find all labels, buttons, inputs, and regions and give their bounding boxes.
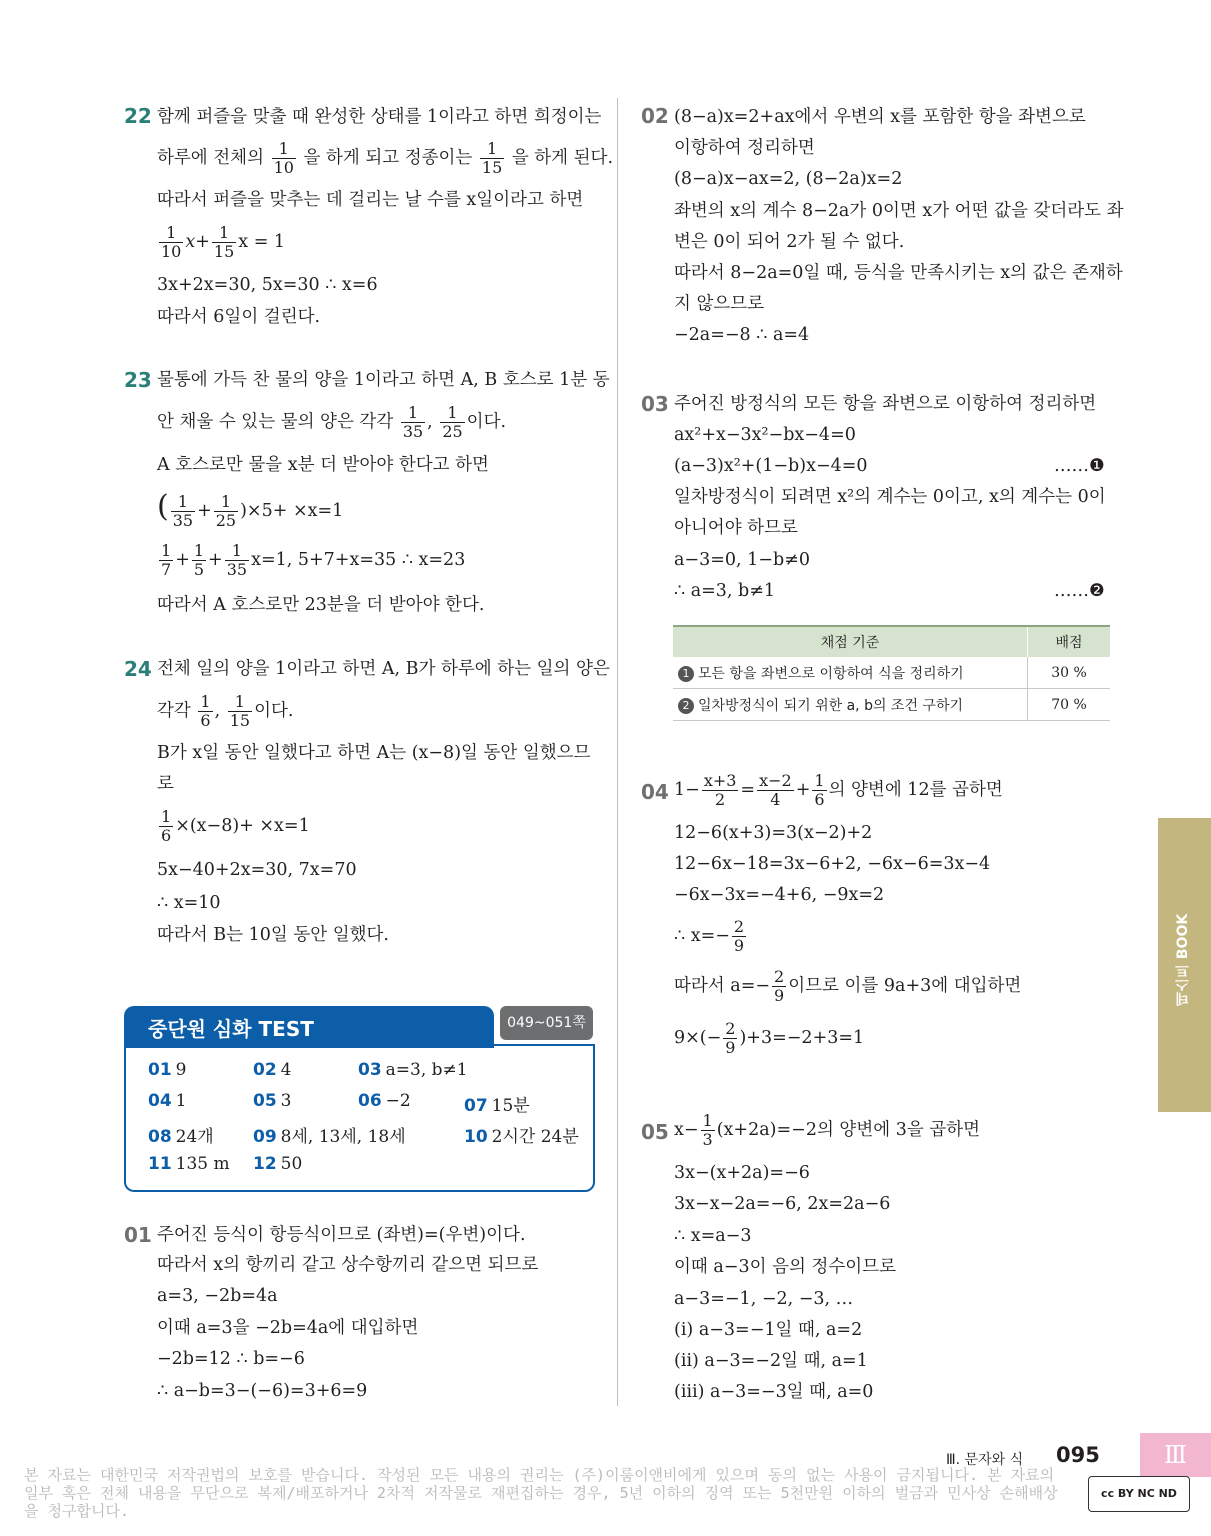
answer-08: 08 24개 xyxy=(148,1127,214,1147)
p24-line4: $\frac{1}{6}$ ×(x−8)+ ×x=1 xyxy=(161,807,310,845)
page-number: 095 xyxy=(1056,1443,1100,1467)
p04-line6: 따라서 a=− $\frac{2}{9}$ 이므로 이를 9a+3에 대입하면 xyxy=(674,967,1022,1005)
p23-line5: $\frac{1}{7}$ + $\frac{1}{5}$ + $\frac{1}{35}$ x=1, 5+7+x=35 ∴ x=23 xyxy=(161,541,466,579)
p03-line3: (a−3)x²+(1−b)x−4=0 xyxy=(674,456,868,476)
table-row xyxy=(673,657,1110,689)
p01-line3: a=3, −2b=4a xyxy=(157,1286,278,1306)
table-row xyxy=(673,689,1110,721)
answer-03: 03 a=3, b≠1 xyxy=(358,1060,468,1080)
test-title: 중단원 심화 TEST xyxy=(148,1017,314,1041)
problem-number-03: 03 xyxy=(641,392,669,416)
p23-line3: A 호스로만 물을 x분 더 받아야 한다고 하면 xyxy=(157,455,489,475)
points-cell: 70 % xyxy=(1028,689,1111,721)
p23-line6: 따라서 A 호스로만 23분을 더 받아야 한다. xyxy=(157,595,485,615)
p03-line5: 아니어야 하므로 xyxy=(674,518,798,538)
copyright-notice: 본 자료는 대한민국 저작권법의 보호를 받습니다. 작성된 모든 내용의 권리는 (주)이룸이앤비에게 있으며 동의 없는 사용이 금지됩니다. 본 자료의 일부 혹은 전체 내용을 무단으로 복제/배포하거나 2차적 저작물로 재편집하는 경우, 5년 이하의 징역 또는 5천만원 이하의 벌금과 민사상 손해배상을 청구합니다. xyxy=(24,1466,1058,1520)
p03-line2: ax²+x−3x²−bx−4=0 xyxy=(674,425,856,445)
p03-mark1: ……❶ xyxy=(1054,456,1105,476)
p24-line6: ∴ x=10 xyxy=(157,893,221,913)
p02-line5: 변은 0이 되어 2가 될 수 없다. xyxy=(674,232,905,252)
p22-line1: 함께 퍼즐을 맞출 때 완성한 상태를 1이라고 하면 희정이는 xyxy=(157,107,602,127)
cc-license-badge: cc BY NC ND xyxy=(1088,1476,1190,1512)
answer-07: 07 15분 xyxy=(464,1096,530,1116)
answer-11: 11 135 m xyxy=(148,1154,230,1174)
p04-line7: 9×(− $\frac{2}{9}$ )+3=−2+3=1 xyxy=(674,1019,865,1057)
points-cell: 30 % xyxy=(1028,657,1111,689)
criteria-cell: 2 일차방정식이 되기 위한 a, b의 조건 구하기 xyxy=(673,689,1028,721)
p22-line2: 하루에 전체의 $\frac{1}{10}$ 을 하게 되고 정종이는 $\frac{1}{15}$ 을 하게 된다. xyxy=(157,139,614,177)
p05-line1: x− $\frac{1}{3}$ (x+2a)=−2의 양변에 3을 곱하면 xyxy=(674,1111,981,1149)
answer-09: 09 8세, 13세, 18세 xyxy=(253,1127,406,1147)
p04-line2: 12−6(x+3)=3(x−2)+2 xyxy=(674,823,873,843)
scoring-table-header xyxy=(673,626,1110,657)
p05-line9: (ⅲ) a−3=−3일 때, a=0 xyxy=(674,1382,874,1402)
test-page-range: 049~051쪽 xyxy=(500,1006,593,1040)
p24-line3: B가 x일 동안 일했다고 하면 A는 (x−8)일 동안 일했으므 xyxy=(157,743,591,763)
answer-05: 05 3 xyxy=(253,1091,292,1111)
column-divider xyxy=(617,98,618,1406)
chapter-roman-tab: Ⅲ xyxy=(1140,1433,1211,1477)
answer-01: 01 9 xyxy=(148,1060,187,1080)
answer-10: 10 2시간 24분 xyxy=(464,1127,579,1147)
answer-02: 02 4 xyxy=(253,1060,292,1080)
criteria-cell: 1 모든 항을 좌변으로 이항하여 식을 정리하기 xyxy=(673,657,1028,689)
p23-line2: 안 채울 수 있는 물의 양은 각각 $\frac{1}{35}$ , $\frac{1}{25}$ 이다. xyxy=(157,403,507,441)
problem-number-22: 22 xyxy=(124,104,152,128)
p05-line8: (ⅱ) a−3=−2일 때, a=1 xyxy=(674,1351,868,1371)
p24-line3b: 로 xyxy=(157,774,174,794)
answer-06: 06 −2 xyxy=(358,1091,411,1111)
p01-line2: 따라서 x의 항끼리 같고 상수항끼리 같으면 되므로 xyxy=(157,1255,539,1275)
p24-line5: 5x−40+2x=30, 7x=70 xyxy=(157,860,357,880)
problem-number-04: 04 xyxy=(641,780,669,804)
p24-line7: 따라서 B는 10일 동안 일했다. xyxy=(157,925,389,945)
criteria-header: 채점 기준 xyxy=(673,626,1028,657)
p22-line6: 따라서 6일이 걸린다. xyxy=(157,307,321,327)
p05-line6: a−3=−1, −2, −3, … xyxy=(674,1289,854,1309)
p03-line6: a−3=0, 1−b≠0 xyxy=(674,550,810,570)
problem-number-05: 05 xyxy=(641,1120,669,1144)
answer-12: 12 50 xyxy=(253,1154,303,1174)
p05-line3: 3x−x−2a=−6, 2x=2a−6 xyxy=(674,1194,891,1214)
answer-04: 04 1 xyxy=(148,1091,187,1111)
p05-line4: ∴ x=a−3 xyxy=(674,1226,752,1246)
p03-line7: ∴ a=3, b≠1 xyxy=(674,581,776,601)
p01-line6: ∴ a−b=3−(−6)=3+6=9 xyxy=(157,1381,368,1401)
scoring-table xyxy=(673,625,1110,721)
p02-line3: (8−a)x−ax=2, (8−2a)x=2 xyxy=(674,169,903,189)
p01-line4: 이때 a=3을 −2b=4a에 대입하면 xyxy=(157,1318,419,1338)
p22-line5: 3x+2x=30, 5x=30 ∴ x=6 xyxy=(157,275,378,295)
p05-line2: 3x−(x+2a)=−6 xyxy=(674,1163,810,1183)
p22-line4: $\frac{1}{10}$ x+ $\frac{1}{15}$ x = 1 xyxy=(161,223,286,261)
p03-mark2: ……❷ xyxy=(1054,581,1105,601)
p03-line1: 주어진 방정식의 모든 항을 좌변으로 이항하여 정리하면 xyxy=(674,394,1097,414)
p04-line5: ∴ x=− $\frac{2}{9}$ xyxy=(674,917,745,955)
points-header: 배점 xyxy=(1028,626,1111,657)
p02-line6: 따라서 8−2a=0일 때, 등식을 만족시키는 x의 값은 존재하 xyxy=(674,263,1123,283)
p02-line2: 이항하여 정리하면 xyxy=(674,138,815,158)
p23-line4: ( $\frac{1}{35}$ + $\frac{1}{25}$ )×5+ ×x=1 xyxy=(157,489,344,530)
p24-line1: 전체 일의 양을 1이라고 하면 A, B가 하루에 하는 일의 양은 xyxy=(157,659,610,679)
p24-line2: 각각 $\frac{1}{6}$ , $\frac{1}{15}$ 이다. xyxy=(157,692,294,730)
p02-line7: 지 않으므로 xyxy=(674,294,765,314)
p03-line4: 일차방정식이 되려면 x²의 계수는 0이고, x의 계수는 0이 xyxy=(674,487,1106,507)
p02-line8: −2a=−8 ∴ a=4 xyxy=(674,325,810,345)
problem-number-02: 02 xyxy=(641,104,669,128)
p01-line1: 주어진 등식이 항등식이므로 (좌변)=(우변)이다. xyxy=(157,1225,526,1245)
p01-line5: −2b=12 ∴ b=−6 xyxy=(157,1349,305,1369)
chapter-label: Ⅲ. 문자와 식 xyxy=(946,1452,1024,1468)
problem-number-01: 01 xyxy=(124,1223,152,1247)
p22-line3: 따라서 퍼즐을 맞추는 데 걸리는 날 수를 x일이라고 하면 xyxy=(157,190,584,210)
problem-number-24: 24 xyxy=(124,657,152,681)
p05-line7: (ⅰ) a−3=−1일 때, a=2 xyxy=(674,1320,863,1340)
p02-line1: (8−a)x=2+ax에서 우변의 x를 포함한 항을 좌변으로 xyxy=(674,107,1086,127)
p05-line5: 이때 a−3이 음의 정수이므로 xyxy=(674,1257,896,1277)
p04-line3: 12−6x−18=3x−6+2, −6x−6=3x−4 xyxy=(674,854,991,874)
side-tab-label: 테스트 BOOK xyxy=(1175,913,1191,1007)
problem-number-23: 23 xyxy=(124,368,152,392)
p04-line4: −6x−3x=−4+6, −9x=2 xyxy=(674,885,885,905)
p04-line1: 1− $\frac{x+3}{2}$ = $\frac{x-2}{4}$ + $\frac{1}{6}$ 의 양변에 12를 곱하면 xyxy=(674,771,1003,809)
p23-line1: 물통에 가득 찬 물의 양을 1이라고 하면 A, B 호스로 1분 동 xyxy=(157,370,610,390)
p02-line4: 좌변의 x의 계수 8−2a가 0이면 x가 어떤 값을 갖더라도 좌 xyxy=(674,201,1124,221)
